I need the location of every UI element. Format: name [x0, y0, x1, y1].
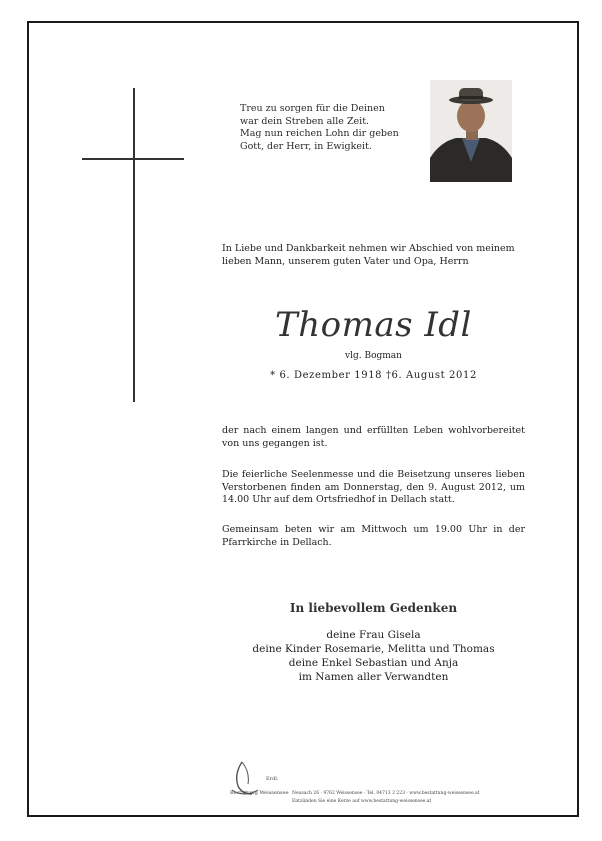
- poem-line: Treu zu sorgen für die Deinen: [240, 103, 385, 114]
- intro-text: In Liebe und Dankbarkeit nehmen wir Abschied von meinem lieben Mann, unserem guten Vater und Opa, Herrn: [222, 243, 515, 267]
- deceased-name: Thomas Idl: [275, 305, 472, 345]
- brand-line2: Bestattung Weissensee: [230, 790, 289, 796]
- poem-line: war dein Streben alle Zeit.: [240, 115, 370, 127]
- family-line: deine Enkel Sebastian und Anja: [288, 657, 459, 669]
- paragraph-passing: der nach einem langen und erfüllten Leben wohlvorbereitet von uns gegangen ist.: [222, 425, 525, 449]
- poem: [240, 103, 399, 153]
- paragraph-funeral: Die feierliche Seelenmesse und die Beisetzung unseres lieben Verstorbenen finden am Donnerstag, den 9. August 2012, um 14.00 Uhr auf dem Ortsfriedhof in Dellach statt.: [222, 469, 525, 505]
- family-line: im Namen aller Verwandten: [298, 671, 449, 683]
- family-line: deine Frau Gisela: [326, 629, 421, 641]
- portrait-photo: [430, 80, 512, 182]
- footer-contact: [292, 790, 480, 806]
- poem-line: Gott, der Herr, in Ewigkeit.: [240, 140, 372, 152]
- brand-line1: Erdl.: [266, 776, 279, 782]
- deceased-vulgo: vlg. Bogman: [345, 351, 402, 361]
- footer-address: Neusach 26 · 9762 Weissensee · Tel. 04713 2 223 · www.bestattung-weissensee.at: [292, 791, 480, 796]
- memorial-heading: In liebevollem Gedenken: [289, 601, 458, 615]
- footer-candle: Entzünden Sie eine Kerze auf www.bestattung-weissensee.at: [292, 799, 432, 804]
- family-line: deine Kinder Rosemarie, Melitta und Thomas: [252, 643, 495, 655]
- paragraph-prayer: Gemeinsam beten wir am Mittwoch um 19.00 Uhr in der Pfarrkirche in Dellach.: [222, 524, 525, 548]
- cross-horizontal: [82, 158, 184, 160]
- family-list: [222, 628, 525, 684]
- life-dates: * 6. Dezember 1918 †6. August 2012: [270, 370, 477, 381]
- cross-vertical: [133, 88, 135, 402]
- poem-line: Mag nun reichen Lohn dir geben: [240, 128, 399, 139]
